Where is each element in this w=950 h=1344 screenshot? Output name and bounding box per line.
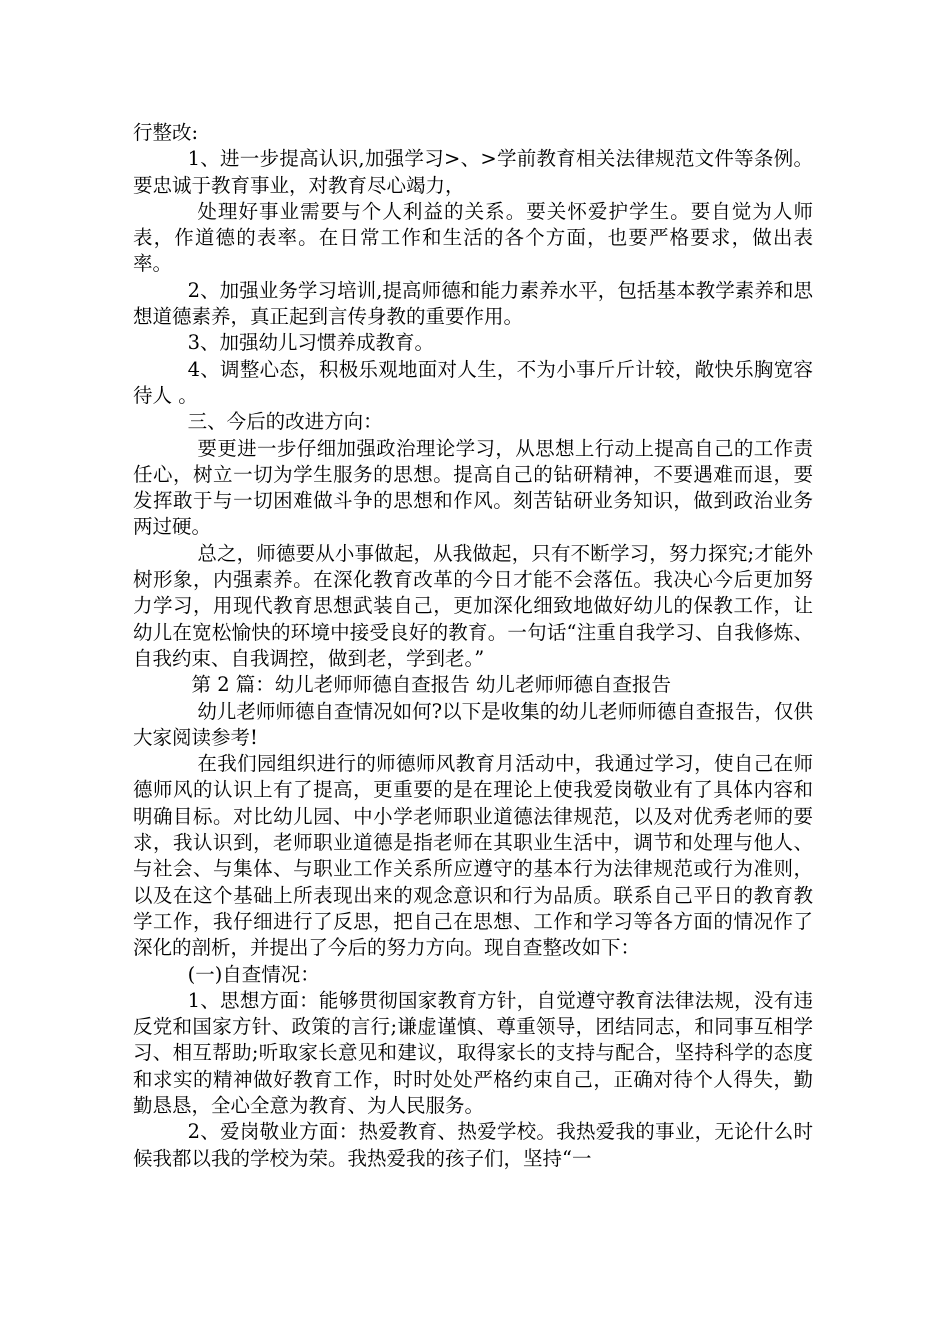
section-heading-self-check: (一)自查情况： bbox=[187, 962, 320, 986]
paragraph-item-1: 1、进一步提高认识,加强学习>、>学前教育相关法律规范文件等条例。要忠诚于教育事业，对教育尽心竭力， bbox=[133, 147, 813, 197]
article-2-title: 第 2 篇：幼儿老师师德自查报告 幼儿老师师德自查报告 bbox=[191, 673, 672, 697]
paragraph-item-2: 2、加强业务学习培训,提高师德和能力素养水平，包括基本教学素养和思想道德素养，真正起到言传身教的重要作用。 bbox=[133, 278, 813, 329]
document-body bbox=[133, 120, 813, 1172]
paragraph-rectify-intro: 行整改: bbox=[133, 121, 199, 144]
paragraph-article-2-body: 在我们园组织进行的师德师风教育月活动中，我通过学习，使自己在师德师风的认识上有了提高，更重要的是在理论上使我爱岗敬业有了具体内容和明确目标。对比幼儿园、中小学老师职业道德法律规范，以及对优秀老师的要求，我认识到，老师职业道德是指老师在其职业生活中，调节和处理与他人、与社会、与集体、与职业工作关系所应遵守的基本行为法律规范或行为准则，以及在这个基础上所表现出来的观念意识和行为品质。联系自己平日的教育教学工作，我仔细进行了反思，把自己在思想、工作和学习等各方面的情况作了深化的剖析，并提出了今后的努力方向。现自查整改如下： bbox=[133, 752, 813, 960]
paragraph-improvement: 要更进一步仔细加强政治理论学习，从思想上行动上提高自己的工作责任心，树立一切为学生服务的思想。提高自己的钻研精神，不要遇难而退，要发挥敢于与一切困难做斗争的思想和作风。刻苦钻研业务知识，做到政治业务两过硬。 bbox=[133, 436, 813, 539]
paragraph-item-3: 3、加强幼儿习惯养成教育。 bbox=[187, 331, 435, 355]
paragraph-article-2-intro: 幼儿老师师德自查情况如何?以下是收集的幼儿老师师德自查报告，仅供大家阅读参考! bbox=[133, 699, 813, 749]
paragraph-item-1-continued: 处理好事业需要与个人利益的关系。要关怀爱护学生。要自觉为人师表，作道德的表率。在日常工作和生活的各个方面，也要严格要求，做出表率。 bbox=[133, 199, 813, 276]
section-heading-improvement: 三、今后的改进方向： bbox=[187, 410, 383, 434]
paragraph-thought-aspect: 1、思想方面：能够贯彻国家教育方针，自觉遵守教育法律法规，没有违反党和国家方针、政策的言行;谦虚谨慎、尊重领导，团结同志，和同事互相学习、相互帮助;听取家长意见和建议，取得家长的支持与配合，坚持科学的态度和求实的精神做好教育工作，时时处处严格约束自己，正确对待个人得失，勤勤恳恳，全心全意为教育、为人民服务。 bbox=[133, 988, 813, 1117]
paragraph-dedication-aspect: 2、爱岗敬业方面：热爱教育、热爱学校。我热爱我的事业，无论什么时候我都以我的学校为荣。我热爱我的孩子们，坚持“一 bbox=[133, 1120, 813, 1170]
paragraph-item-4: 4、调整心态，积极乐观地面对人生，不为小事斤斤计较，敞快乐胸宽容待人 。 bbox=[133, 357, 813, 407]
paragraph-summary: 总之，师德要从小事做起，从我做起，只有不断学习，努力探究;才能外树形象，内强素养。在深化教育改革的今日才能不会落伍。我决心今后更加努力学习，用现代教育思想武装自己，更加深化细致地做好幼儿的保教工作，让幼儿在宽松愉快的环境中接受良好的教育。一句话“注重自我学习、自我修炼、自我约束、自我调控，做到老，学到老。” bbox=[133, 541, 813, 670]
